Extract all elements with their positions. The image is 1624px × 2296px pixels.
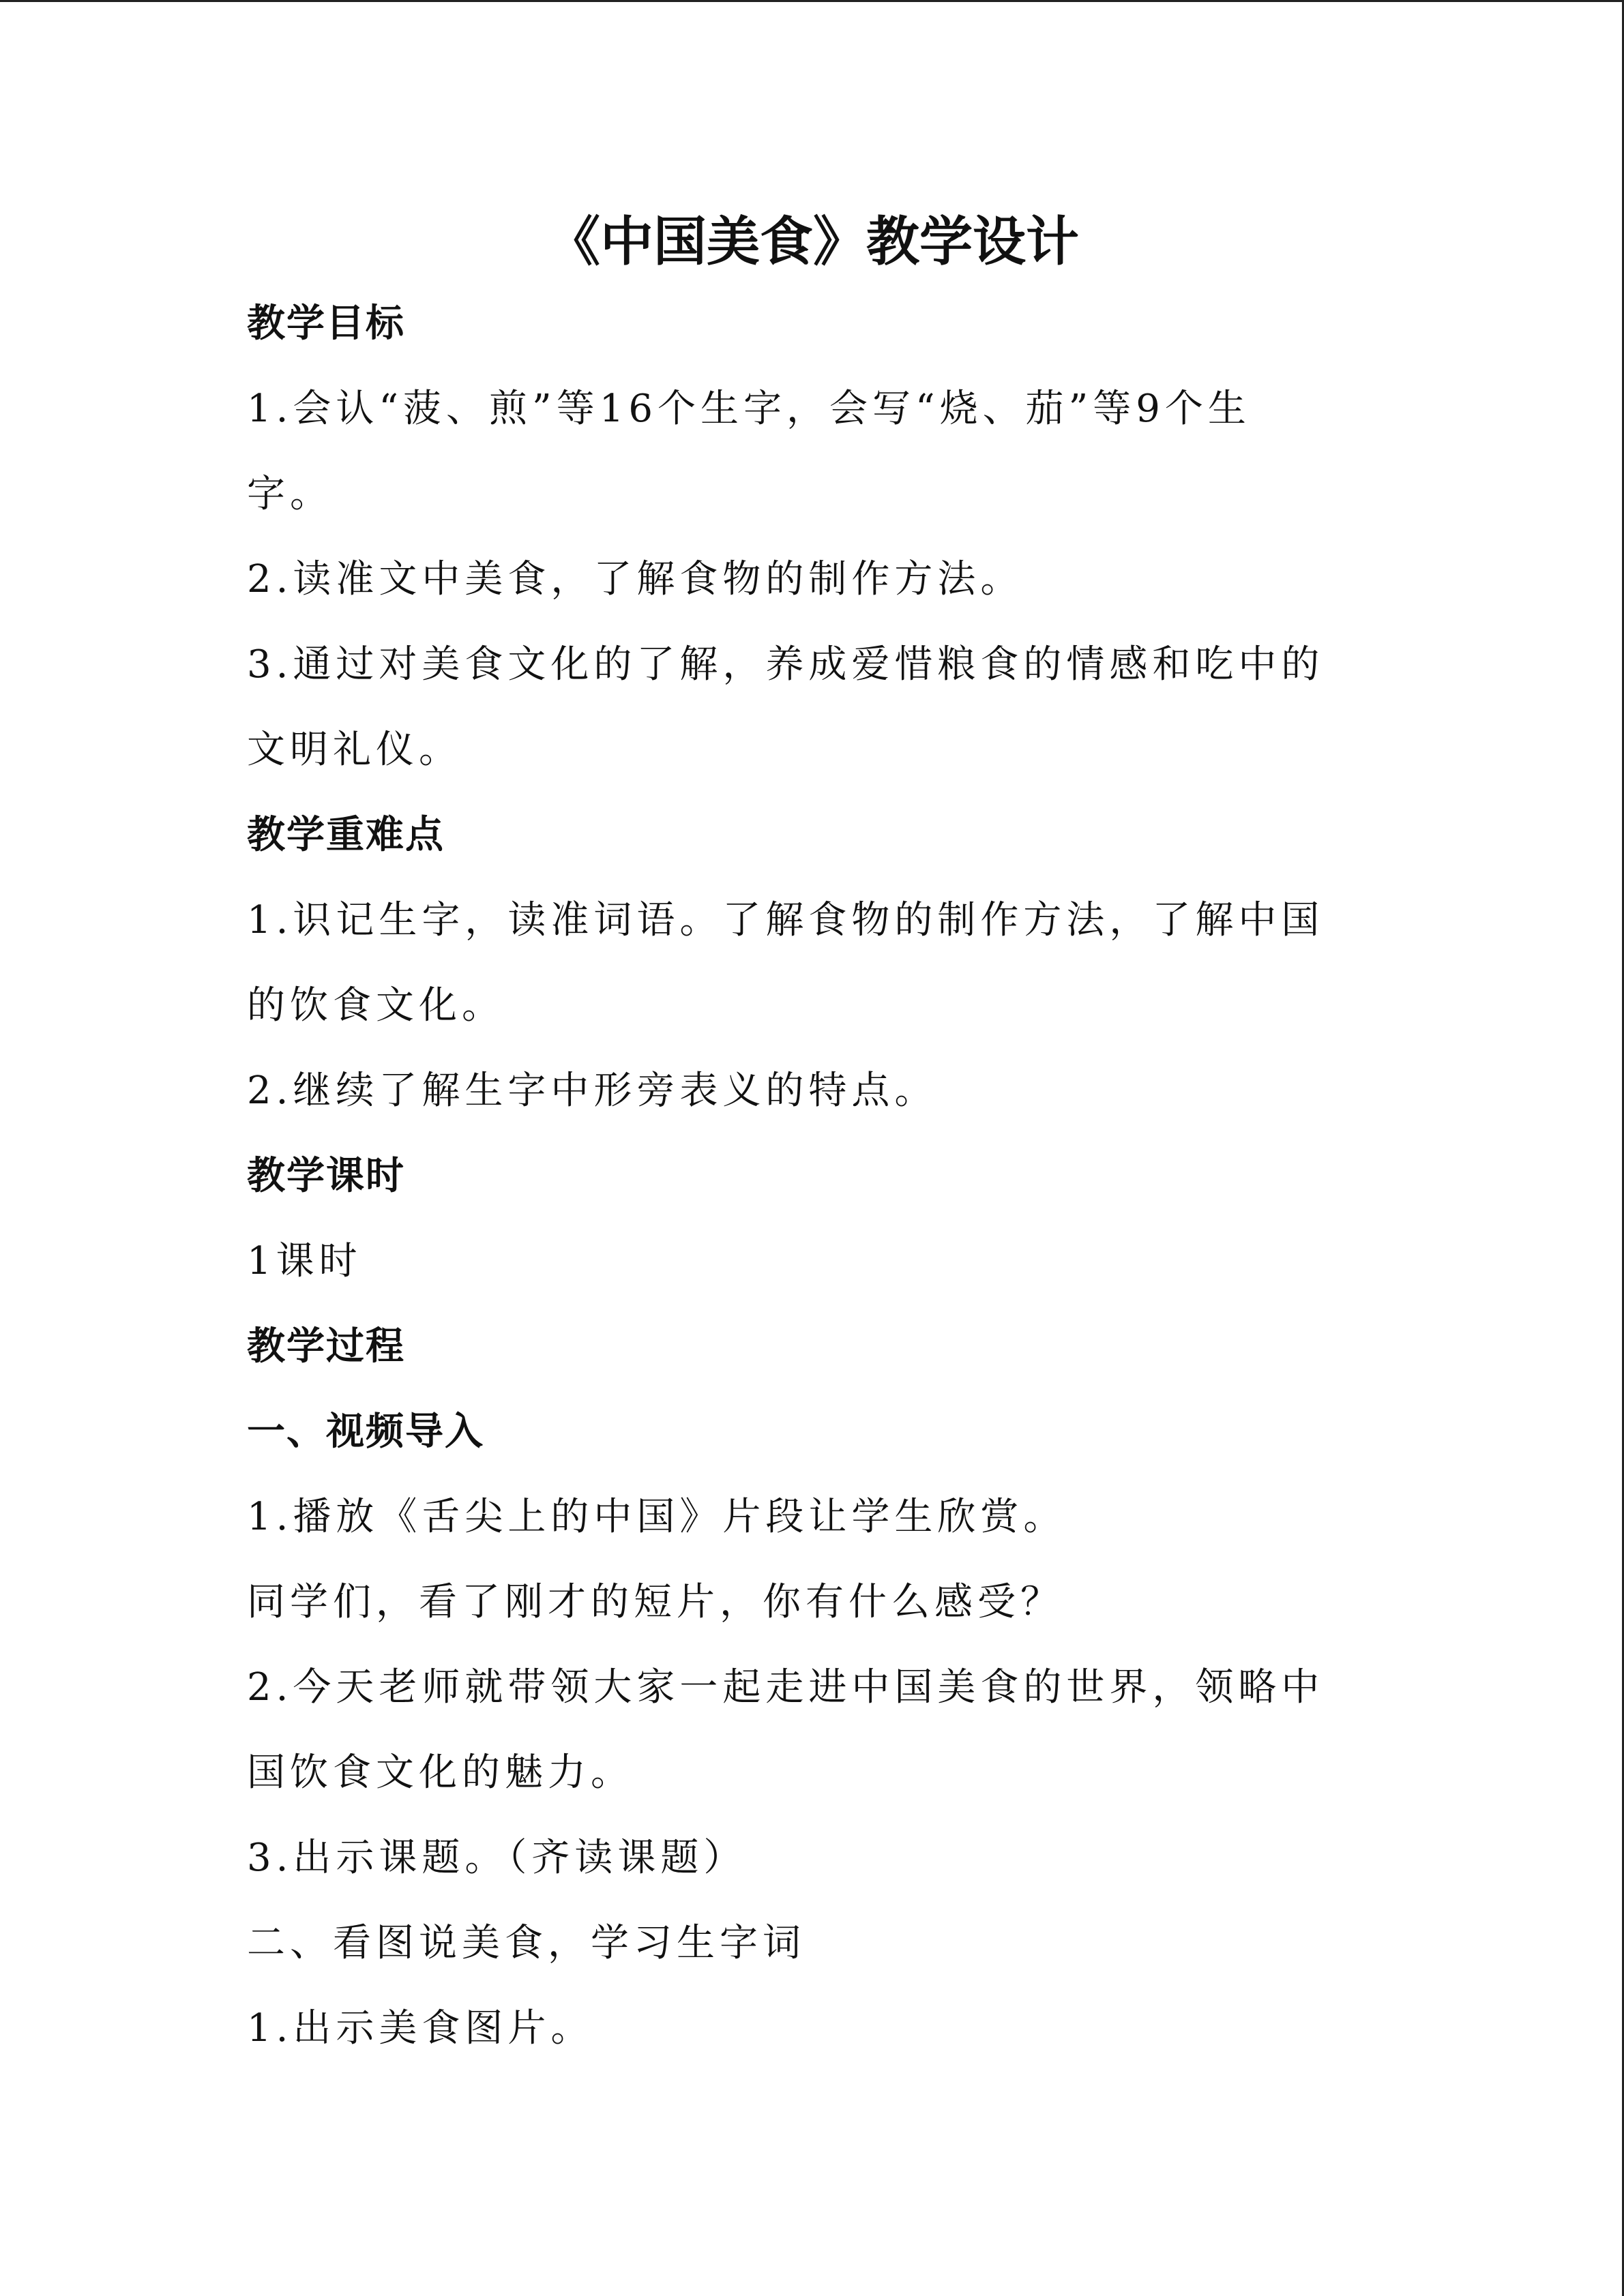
key-point-1-line-2: 的饮食文化。 (247, 983, 505, 1028)
subheading-picture-food: 二、看图说美食，学习生字词 (247, 1921, 806, 1965)
class-hours: 1课时 (247, 1239, 362, 1283)
process-step-2-line-2: 国饮食文化的魅力。 (247, 1750, 634, 1795)
document-title: 《中国美食》教学设计 (546, 211, 1079, 273)
objective-2: 2.读准文中美食，了解食物的制作方法。 (247, 557, 1024, 601)
section-heading-hours: 教学课时 (247, 1154, 405, 1198)
key-point-1-line-1: 1.识记生字，读准词语。了解食物的制作方法，了解中国 (247, 898, 1325, 942)
process-step-2-line-1: 2.今天老师就带领大家一起走进中国美食的世界，领略中 (247, 1665, 1325, 1710)
objective-3-line-1: 3.通过对美食文化的了解，养成爱惜粮食的情感和吃中的 (247, 642, 1325, 687)
section-heading-process: 教学过程 (247, 1324, 405, 1369)
process-question: 同学们，看了刚才的短片，你有什么感受？ (247, 1580, 1063, 1624)
section-heading-objectives: 教学目标 (247, 301, 405, 346)
subheading-video-intro: 一、视频导入 (247, 1410, 484, 1454)
objective-1-line-2: 字。 (247, 472, 333, 516)
objective-3-line-2: 文明礼仪。 (247, 728, 462, 772)
process-step-3: 3.出示课题。（齐读课题） (247, 1836, 747, 1880)
process-step-1: 1.播放《舌尖上的中国》片段让学生欣赏。 (247, 1495, 1067, 1539)
process-picture-step-1: 1.出示美食图片。 (247, 2006, 594, 2051)
key-point-2: 2.继续了解生字中形旁表义的特点。 (247, 1069, 938, 1113)
section-heading-key-points: 教学重难点 (247, 813, 445, 857)
objective-1-line-1: 1.会认“菠、煎”等16个生字，会写“烧、茄”等9个生 (247, 387, 1251, 431)
